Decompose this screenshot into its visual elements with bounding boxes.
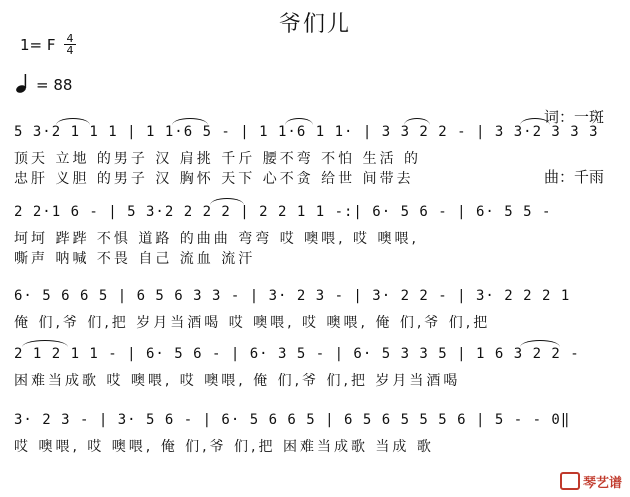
slur [56,118,90,125]
watermark-text: 琴艺谱 [582,476,622,491]
notation-line: 5 3·2 1 1 1 | 1 1·6 5 - | 1 1·6 1 1· | 3 3 2 2 - | 3 3·2 3 3 3 [14,124,599,140]
lyrics-verse-1: 哎 噢喂, 哎 噢喂, 俺 们,爷 们,把 困难当成歌 当成 歌 [14,439,434,455]
slur [520,118,550,125]
slur [285,118,313,125]
lyrics-verse-2: 忠肝 义胆 的男子 汉 胸怀 天下 心不贪 给世 间带去 [14,171,414,187]
song-title: 爷们儿 [278,12,351,37]
notation-line: 2 2·1 6 - | 5 3·2 2 2 2 | 2 2 1 1 -:| 6· 5 6 - | 6· 5 5 - [14,204,552,220]
lyrics-verse-1: 困难当成歌 哎 噢喂, 哎 噢喂, 俺 们,爷 们,把 岁月当酒喝 [14,373,461,389]
time-signature-denominator: 4 [66,44,74,57]
composer-credit: 曲：千雨 [543,168,604,186]
key-signature: 1= F [20,36,56,54]
time-signature-numerator: 4 [64,33,76,45]
quarter-note-icon [14,72,34,94]
notation-line: 6· 5 6 6 5 | 6 5 6 3 3 - | 3· 2 3 - | 3· 2 2 - | 3· 2 2 2 1 [14,288,571,304]
slur [172,118,208,125]
time-signature [64,33,76,56]
lyrics-verse-2: 嘶声 呐喊 不畏 自己 流血 流汗 [14,251,256,267]
notation-line: 2 1 2 1 1 - | 6· 5 6 - | 6· 3 5 - | 6· 5 3 3 5 | 1 6 3 2 2 - [14,346,580,362]
logo-icon [560,472,580,490]
notation-line: 3· 2 3 - | 3· 5 6 - | 6· 5 6 6 5 | 6 5 6 5 5 5 6 | 5 - - 0‖ [14,412,571,428]
slur [404,118,430,125]
lyrics-verse-1: 坷坷 跸跸 不惧 道路 的曲曲 弯弯 哎 噢喂, 哎 噢喂, [14,231,419,247]
lyrics-verse-1: 俺 们,爷 们,把 岁月当酒喝 哎 噢喂, 哎 噢喂, 俺 们,爷 们,把 [14,315,491,331]
watermark-logo [560,472,622,491]
slur [520,340,560,347]
lyricist-credit: 词：一斑 [543,108,604,126]
tempo-marking: = 88 [36,76,73,94]
lyrics-verse-1: 顶天 立地 的男子 汉 肩挑 千斤 腰不弯 不怕 生活 的 [14,151,422,167]
slur [22,340,68,347]
slur [210,198,244,205]
